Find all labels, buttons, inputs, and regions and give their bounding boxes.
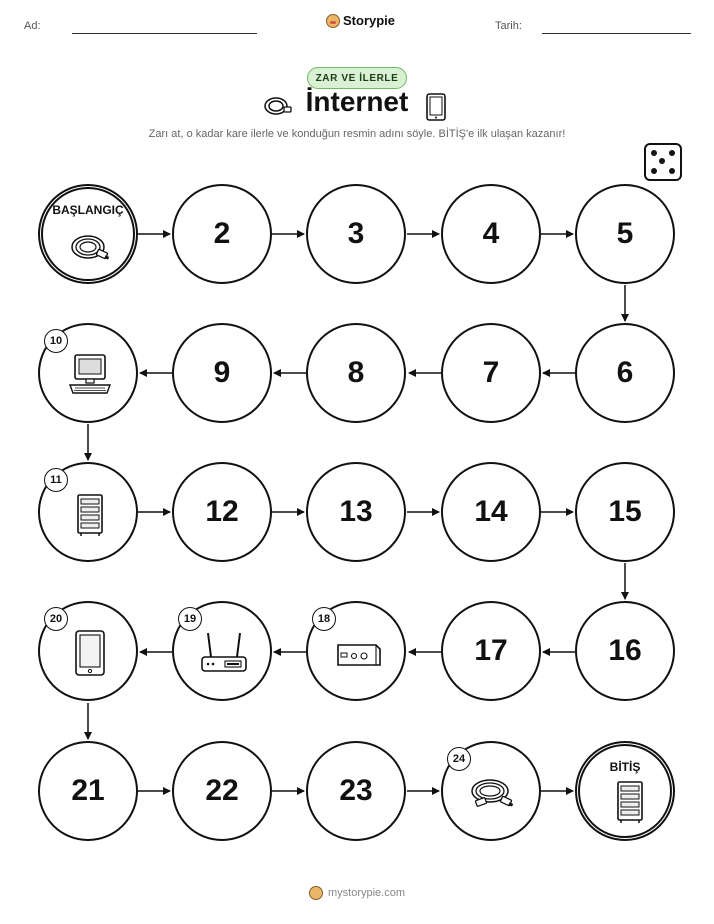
brand-name: Storypie [343,13,396,28]
tile-number: 15 [608,495,642,528]
tile-number: 21 [71,774,105,807]
footer-url[interactable]: mystorypie.com [327,887,406,899]
tile-number: 7 [482,356,500,389]
tile-number: 14 [474,495,508,528]
modem-icon [332,637,384,669]
tile-badge: 18 [312,607,336,631]
storypie-face-icon [309,886,323,900]
board-tile-25[interactable] [575,741,675,841]
tile-number: 12 [205,495,239,528]
board-tile-1[interactable] [38,184,138,284]
tile-number: 23 [339,774,373,807]
cable-icon [68,227,114,267]
board-tile-16[interactable] [575,601,675,701]
board-tile-21[interactable] [38,741,138,841]
board-tile-10[interactable] [38,323,138,423]
cable-icon [468,773,518,813]
board-tile-19[interactable] [172,601,272,701]
date-label: Tarih: [495,20,522,32]
tile-number: 13 [339,495,373,528]
tile-number: 16 [608,634,642,667]
board-tile-20[interactable] [38,601,138,701]
tile-number: 22 [205,774,239,807]
board-tile-11[interactable] [38,462,138,562]
tile-number: 5 [616,217,634,250]
board-tile-22[interactable] [172,741,272,841]
tile-badge: 19 [178,607,202,631]
router-icon [198,629,250,677]
board-tile-15[interactable] [575,462,675,562]
instructions: Zarı at, o kadar kare ilerle ve konduğun resmin adını söyle. BİTİŞ'e ilk ulaşan kazanır! [148,128,566,140]
board-tile-5[interactable] [575,184,675,284]
board-tile-4[interactable] [441,184,541,284]
footer [0,886,714,900]
board-tile-18[interactable] [306,601,406,701]
board-tile-9[interactable] [172,323,272,423]
tile-number: 2 [213,217,231,250]
tile-number: 6 [616,356,634,389]
tile-number: 17 [474,634,508,667]
board-tile-13[interactable] [306,462,406,562]
start-label: BAŞLANGIÇ [52,203,124,217]
board-tile-17[interactable] [441,601,541,701]
tile-badge: 20 [44,607,68,631]
tile-number: 9 [213,356,231,389]
tile-badge: 24 [447,747,471,771]
board-tile-24[interactable] [441,741,541,841]
board-tile-8[interactable] [306,323,406,423]
tile-number: 8 [347,356,365,389]
board-tile-6[interactable] [575,323,675,423]
board-tile-12[interactable] [172,462,272,562]
server-icon [615,780,645,824]
name-label: Ad: [24,20,41,32]
finish-label: BİTİŞ [609,760,641,774]
computer-icon [66,353,114,397]
tile-number: 3 [347,217,365,250]
game-type-badge: ZAR VE İLERLE [307,67,407,89]
tile-number: 4 [482,217,500,250]
tile-badge: 11 [44,468,68,492]
server-icon [75,493,105,537]
board-tile-2[interactable] [172,184,272,284]
board-tile-7[interactable] [441,323,541,423]
board-tile-3[interactable] [306,184,406,284]
tablet-icon [73,629,107,677]
page-title: İnternet [305,86,409,117]
tile-badge: 10 [44,329,68,353]
board-tile-14[interactable] [441,462,541,562]
board-tile-23[interactable] [306,741,406,841]
